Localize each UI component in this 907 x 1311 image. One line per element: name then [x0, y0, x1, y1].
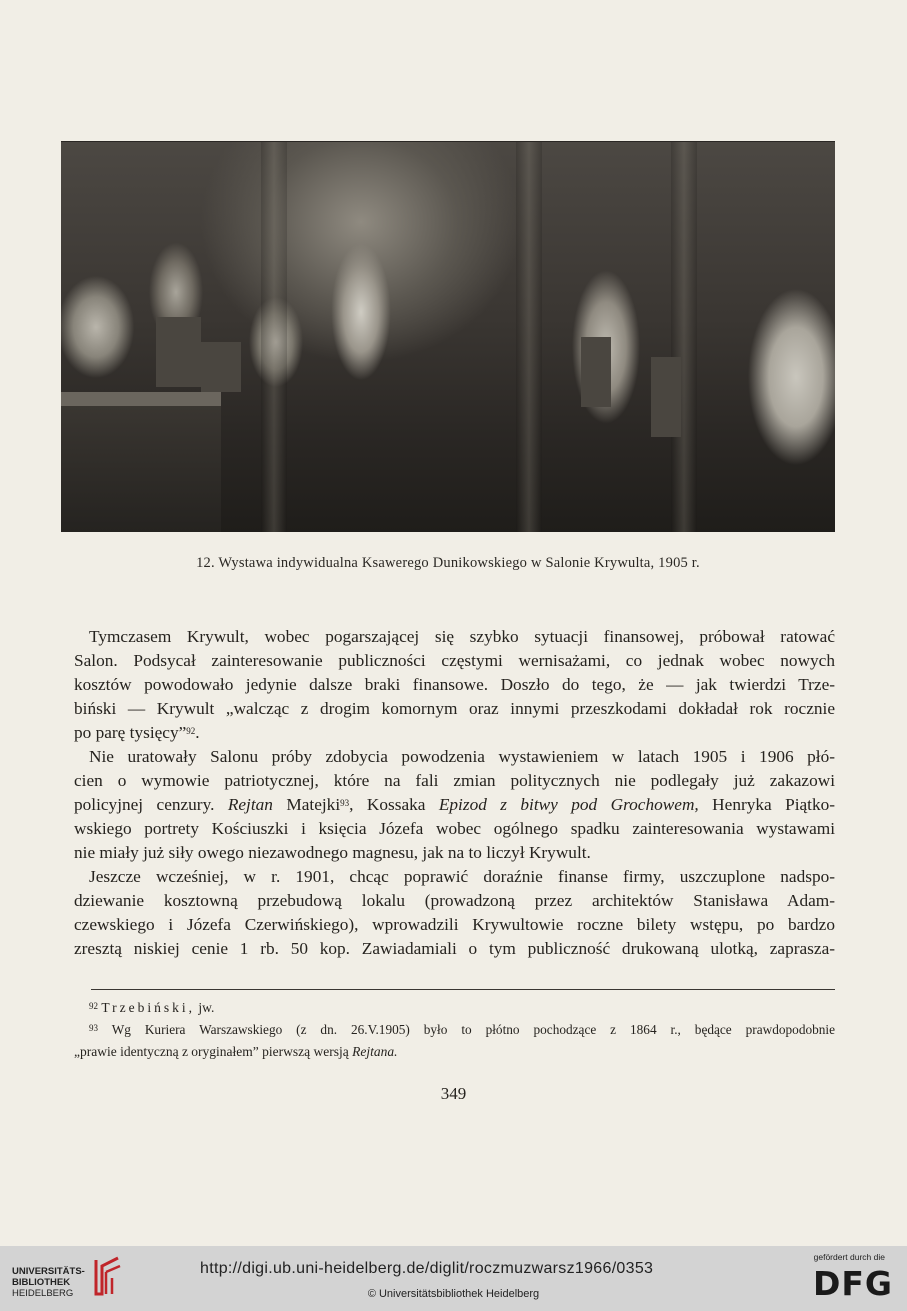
- text-fragment: Henryka Piątko-: [712, 795, 835, 814]
- text-line: biński — Krywult „walcząc z drogim komornym oraz innymi przeszkodami dokładał rok rocznie: [74, 699, 835, 718]
- photo-plinth: [201, 342, 241, 392]
- text-line: [74, 793, 835, 817]
- photo-plinth: [581, 337, 611, 407]
- photo-balustrade: [61, 392, 221, 532]
- photo-pillar: [516, 142, 542, 532]
- text-line: nie miały już siły owego niezawodnego magnesu, jak na to liczył Krywult.: [74, 843, 591, 862]
- footnote-line: [89, 1019, 835, 1041]
- text-fragment: , Kossaka: [349, 795, 426, 814]
- photo-plinth: [156, 317, 201, 387]
- footnote-text: Wg Kuriera Warszawskiego (z dn. 26.V.1905) było to płótno pochodzące z 1864 r., będące prawdopodobnie: [111, 1022, 836, 1037]
- footnote-italic: Rejtana.: [352, 1044, 398, 1059]
- figure-caption: 12. Wystawa indywidualna Ksawerego Dunikowskiego w Salonie Krywulta, 1905 r.: [196, 555, 700, 571]
- text-line: kosztów powodowało jedynie dalsze braki finansowe. Doszło do tego, że — jak twierdzi Trze-: [74, 675, 835, 694]
- photo-pillar: [261, 142, 287, 532]
- main-text: [74, 625, 835, 961]
- library-name-line: HEIDELBERG: [12, 1288, 74, 1299]
- photo-pillar: [671, 142, 697, 532]
- footnote-text: jw.: [198, 1000, 215, 1015]
- text-line: wskiego portrety Kościuszki i księcia Józefa wobec ogólnego spadku zainteresowania wystawami: [74, 819, 835, 838]
- text-line: zresztą niskiej cenie 1 rb. 50 kop. Zawiadamiali o tym publiczność drukowaną ulotką, zaprasza-: [74, 939, 835, 958]
- artwork-title: Rejtan: [227, 795, 273, 814]
- text-line: Nie uratowały Salonu próby zdobycia powodzenia wystawieniem w latach 1905 i 1906 płó-: [89, 747, 835, 766]
- exhibition-photograph: [61, 141, 835, 532]
- footnote-line: [74, 1041, 835, 1063]
- footnote-number: 93: [89, 1023, 98, 1033]
- text-line: Jeszcze wcześniej, w r. 1901, chcąc poprawić doraźnie finanse firmy, uszczuplone nadspo-: [89, 867, 835, 886]
- page-number: 349: [440, 1084, 467, 1103]
- text-line: dziewanie kosztowną przebudową lokalu (prowadzoną przez architektów Stanisława Adam-: [74, 891, 835, 910]
- permalink-url[interactable]: http://digi.ub.uni-heidelberg.de/diglit/roczmuzwarsz1966/0353: [200, 1260, 654, 1277]
- copyright-notice: © Universitätsbibliothek Heidelberg: [367, 1288, 540, 1300]
- footnote-ref[interactable]: 92: [186, 726, 196, 736]
- footnote-number: 92: [89, 1001, 98, 1011]
- viewer-footer: [0, 1246, 907, 1311]
- photo-plinth: [651, 357, 681, 437]
- text-fragment: po parę tysięcy”: [74, 723, 187, 742]
- artwork-title: Epizod z bitwy pod Grochowem,: [438, 795, 699, 814]
- footnote-ref[interactable]: 93: [340, 798, 350, 808]
- text-fragment: policyjnej cenzury.: [74, 795, 215, 814]
- text-line: cien o wymowie patriotycznej, które na fali zmian politycznych nie podlegały już zakazowi: [74, 771, 835, 790]
- footnote-92: [89, 997, 835, 1019]
- funder-label: gefördert durch die: [813, 1252, 885, 1262]
- text-line: Tymczasem Krywult, wobec pogarszającej się szybko sytuacji finansowej, próbował ratować: [89, 627, 835, 646]
- text-line: czewskiego i Józefa Czerwińskiego), wprowadzili Krywultowie roczne bilety wstępu, po bardzo: [74, 915, 835, 934]
- text-line: [74, 721, 835, 745]
- footnote-divider: [91, 989, 835, 990]
- library-name-line: BIBLIOTHEK: [12, 1277, 71, 1288]
- footnote-93: [74, 1019, 836, 1063]
- library-name-line: UNIVERSITÄTS-: [12, 1266, 85, 1277]
- text-fragment: .: [195, 723, 200, 742]
- text-line: Salon. Podsycał zainteresowanie publiczności częstymi wernisażami, co jednak wobec nowych: [74, 651, 835, 670]
- text-fragment: Matejki: [286, 795, 341, 814]
- dfg-logo[interactable]: DFG: [812, 1264, 893, 1303]
- footnote-text: „prawie identyczną z oryginałem” pierwszą wersją: [74, 1044, 349, 1059]
- footnote-author: Trzebiński,: [101, 1000, 196, 1015]
